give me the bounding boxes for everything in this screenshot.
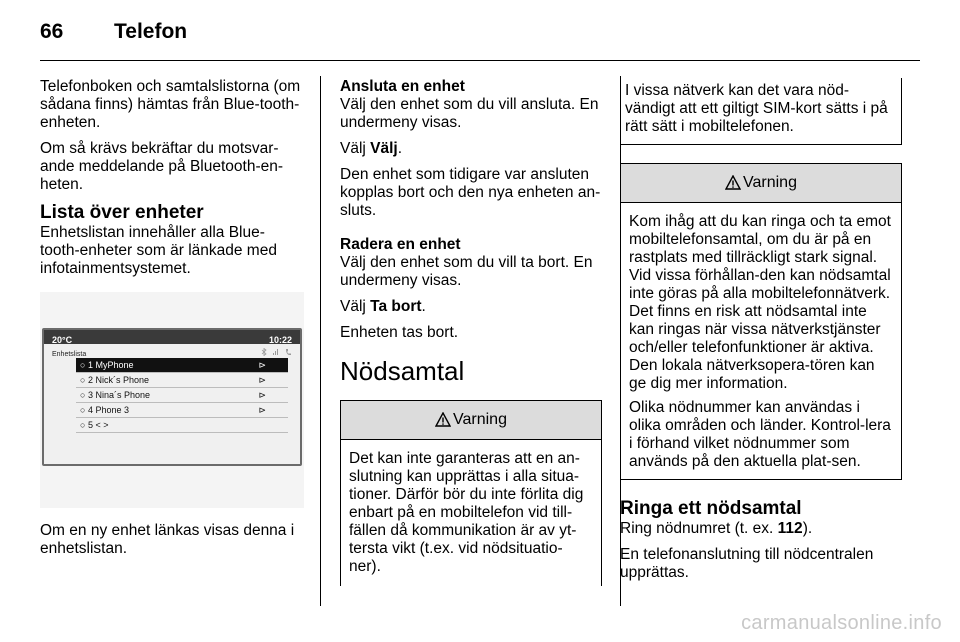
radio-icon: ○ (80, 360, 88, 370)
warning-box (340, 400, 602, 586)
heading-delete-device: Radera en enhet (340, 236, 461, 253)
radio-icon: ○ (80, 375, 88, 385)
device-list (76, 358, 288, 433)
device-row[interactable] (76, 418, 288, 433)
text-prefix: Ring nödnumret (t. ex. (620, 520, 778, 537)
warning-icon (435, 412, 451, 428)
emergency-number: 112 (777, 520, 803, 537)
column-divider-1 (320, 76, 321, 606)
text-prefix: Välj (340, 298, 371, 315)
submenu-arrow-icon: ⊳ (258, 360, 266, 370)
screenshot-figure (40, 292, 304, 508)
screen-title: Enhetslista (52, 351, 87, 358)
warning-body (341, 440, 601, 590)
warning-label: Varning (743, 174, 797, 191)
paragraph-delete-result: Enheten tas bort. (340, 324, 459, 341)
device-row[interactable] (76, 373, 288, 388)
column-2 (340, 78, 602, 586)
radio-icon: ○ (80, 390, 88, 400)
sim-note-box (620, 78, 902, 145)
phone-icon (285, 348, 292, 356)
chapter-title: Telefon (114, 20, 188, 43)
warning-label: Varning (453, 411, 507, 428)
device-name: 4 Phone 3 (87, 405, 129, 415)
warning-icon (725, 175, 741, 191)
text-suffix: . (421, 298, 426, 315)
clock-readout: 10:22 (268, 335, 292, 345)
paragraph-device-list: Enhetslistan innehåller alla Blue-tooth-enheter som är länkade med infotainmentsystemet. (40, 224, 277, 277)
signal-icon (272, 348, 280, 356)
paragraph-new-device: Om en ny enhet länkas visas denna i enhetslistan. (40, 522, 295, 557)
warning-header (341, 400, 601, 440)
paragraph-choose-delete (340, 298, 602, 316)
device-name: 5 < > (87, 420, 109, 430)
paragraph-connect-result: Den enhet som tidigare var ansluten kopplas bort och den nya enheten an-sluts. (340, 166, 601, 219)
paragraph-dial (620, 520, 902, 538)
paragraph-connection: En telefonanslutning till nödcentralen upprättas. (620, 546, 874, 581)
submenu-arrow-icon: ⊳ (258, 405, 266, 415)
warning-text-2: Olika nödnummer kan användas i olika områden och länder. Kontrol-lera i förhand vilket nödnummer som används på den aktuella plat-sen. (629, 399, 891, 470)
heading-connect-device: Ansluta en enhet (340, 78, 465, 95)
device-name: 2 Nick´s Phone (87, 375, 149, 385)
paragraph-connect: Välj den enhet som du vill ansluta. En undermeny visas. (340, 96, 599, 131)
warning-box-2 (620, 163, 902, 480)
heading-make-emergency-call: Ringa ett nödsamtal (620, 498, 802, 519)
page-header (40, 18, 920, 62)
device-name: 3 Nina´s Phone (87, 390, 150, 400)
infotainment-screen (42, 328, 302, 466)
paragraph-phonebook: Telefonboken och samtalslistorna (om sådana finns) hämtas från Blue-tooth-enheten. (40, 78, 301, 131)
paragraph-delete: Välj den enhet som du vill ta bort. En undermeny visas. (340, 254, 593, 289)
status-bar (44, 330, 300, 344)
column-3 (620, 78, 902, 590)
page-number: 66 (40, 20, 64, 43)
warning-header-2 (621, 163, 901, 203)
radio-icon: ○ (80, 420, 88, 430)
column-1 (40, 78, 304, 566)
bluetooth-icon (261, 348, 267, 356)
warning-body-2 (621, 203, 901, 479)
heading-emergency: Nödsamtal (340, 356, 465, 386)
paragraph-choose-select (340, 140, 602, 158)
text-suffix: . (397, 140, 403, 157)
text-prefix: Välj (340, 140, 371, 157)
menu-term-delete: Ta bort (370, 298, 422, 315)
device-row[interactable] (76, 358, 288, 373)
warning-text-1: Kom ihåg att du kan ringa och ta emot mobiltelefonsamtal, om du är på en rastplats med tillräckligt stark signal. Vid vissa förhållan-den kan nödsamtal inte göras på alla mobiltelefonnätverk. Det finns en risk att nödsamtal inte kan ringas när vissa nätverkstjänster och/eller telefonfunktioner är aktiva. Den lokala nätverksopera-tören kan ge dig mer information. (629, 213, 891, 392)
screen-title-row (44, 344, 300, 356)
device-row[interactable] (76, 403, 288, 418)
watermark: carmanualsonline.info (741, 612, 942, 634)
radio-icon: ○ (80, 405, 88, 415)
menu-term-select: Välj (370, 140, 398, 157)
submenu-arrow-icon: ⊳ (258, 375, 266, 385)
text-suffix: ). (802, 520, 813, 537)
submenu-arrow-icon: ⊳ (258, 390, 266, 400)
sim-note-text: I vissa nätverk kan det vara nöd-vändigt att ett giltigt SIM-kort sätts i på rätt sätt i mobiltelefonen. (625, 82, 888, 135)
header-rule (40, 60, 920, 61)
warning-text: Det kan inte garanteras att en an-slutning kan upprättas i alla situa-tioner. Därför bör du inte förlita dig enbart på en mobiltelefon vid till-fällen då kommunikation är av yt-tersta vikt (t.ex. vid nödsituatio-ner). (349, 450, 584, 575)
device-row[interactable] (76, 388, 288, 403)
heading-device-list: Lista över enheter (40, 202, 204, 223)
device-name: 1 MyPhone (87, 360, 134, 370)
paragraph-confirm: Om så krävs bekräftar du motsvar-ande meddelande på Bluetooth-en-heten. (40, 140, 284, 193)
temperature-readout: 20°C (52, 335, 73, 345)
